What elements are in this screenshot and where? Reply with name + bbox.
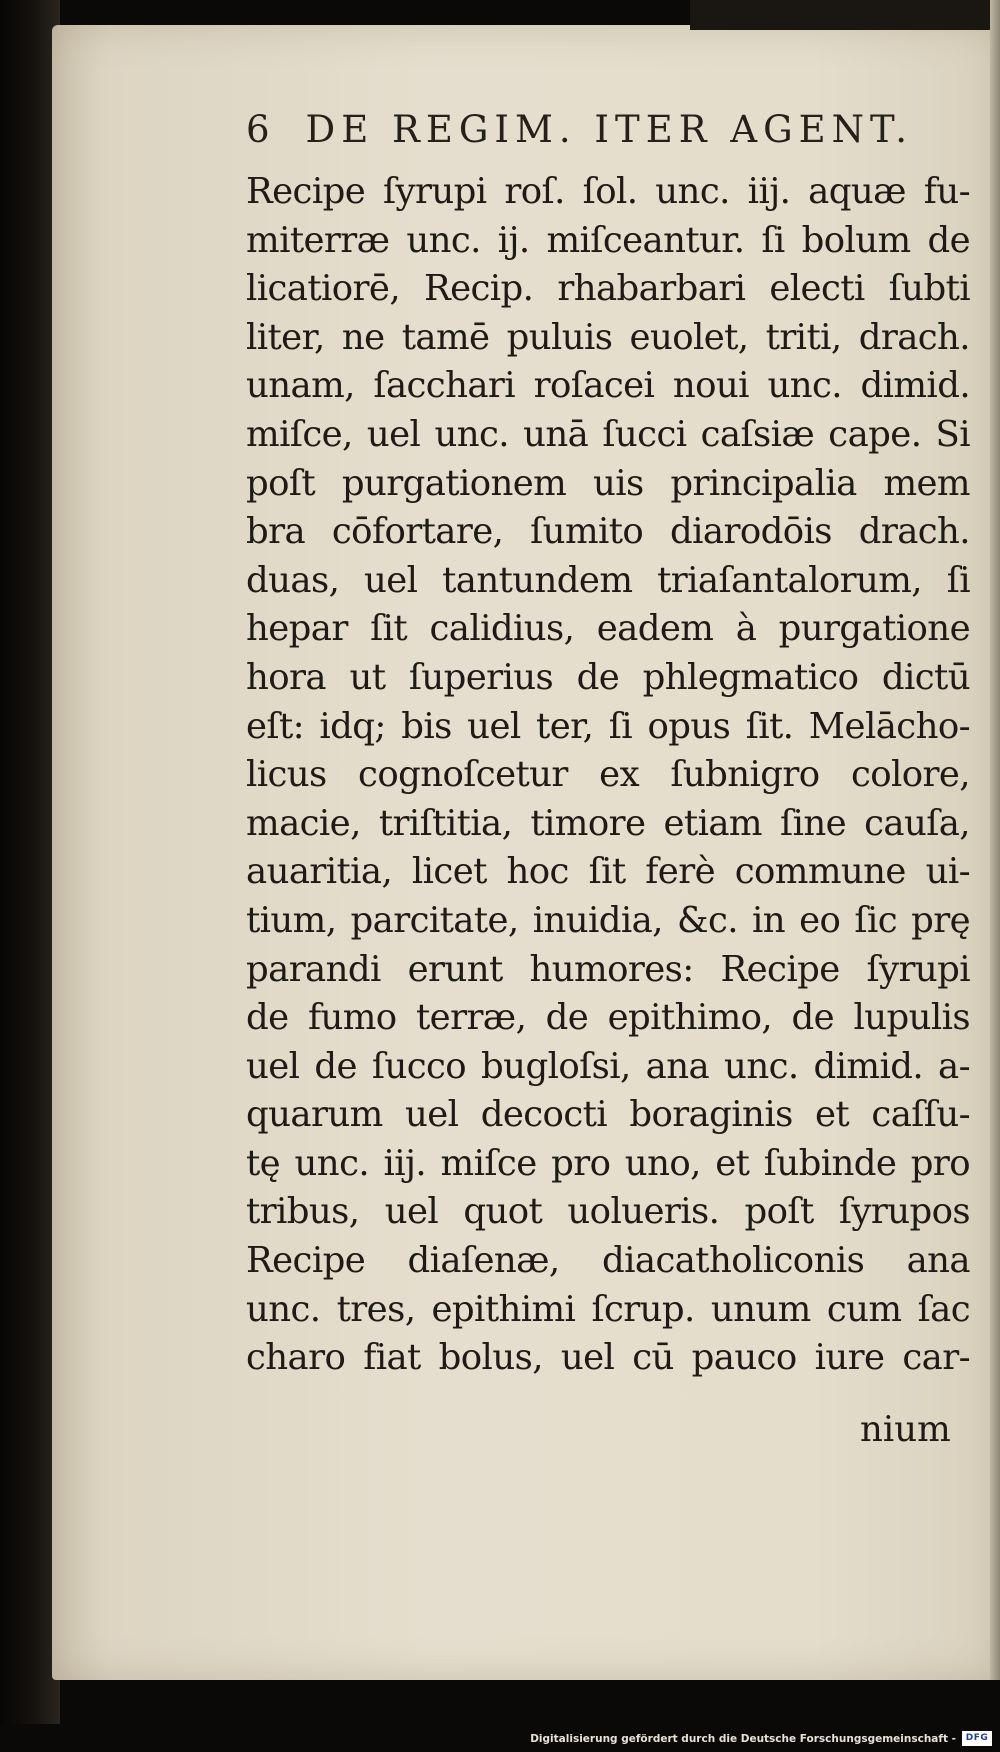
text-line: bra cōfortare, ſumito diarodōis drach. <box>246 511 970 553</box>
text-line: de fumo terræ, de epithimo, de lupulis <box>246 997 970 1039</box>
text-line: liter, ne tamē puluis euolet, triti, drach. <box>246 316 970 358</box>
text-line: licus cognoſcetur ex ſubnigro colore, <box>246 754 970 796</box>
catchword: nium <box>860 1409 951 1450</box>
text-line: unam, ſacchari roſacei noui unc. dimid. <box>246 365 970 407</box>
text-line: Recipe ſyrupi roſ. ſol. unc. iij. aquæ fu‐ <box>246 171 970 212</box>
text-line: poſt purgationem uis principalia mem <box>246 462 970 504</box>
binding-shadow <box>0 0 60 1752</box>
page-right-edge <box>990 0 1000 1680</box>
text-line: miſce, uel unc. unā ſucci caſsiæ cape. Si <box>246 413 970 455</box>
text-line: quarum uel decocti boraginis et caſſu‐ <box>246 1094 970 1136</box>
text-line: hora ut ſuperius de phlegmatico dictū <box>246 656 970 698</box>
text-line: duas, uel tantundem triaſantalorum, ſi <box>246 559 970 601</box>
text-line: tribus, uel quot uolueris. poſt ſyrupos <box>246 1191 970 1233</box>
text-line: auaritia, licet hoc ſit ferè commune ui‐ <box>246 851 970 893</box>
text-line: tium, parcitate, inuidia, &c. in eo ſic prę <box>246 899 970 941</box>
text-line: parandi erunt humores: Recipe ſyrupi <box>246 948 970 990</box>
text-line: miterræ unc. ij. miſceantur. ſi bolum de <box>246 219 970 261</box>
page-top-shadow <box>690 0 1000 30</box>
text-line: hepar ſit calidius, eadem à purgatione <box>246 608 970 650</box>
dfg-logo: DFG <box>962 1731 992 1746</box>
text-line: unc. tres, epithimi ſcrup. unum cum ſac <box>246 1288 970 1330</box>
running-header <box>246 108 946 151</box>
text-line: Recipe diaſenæ, diacatholiconis ana <box>246 1240 970 1282</box>
text-line: uel de ſucco bugloſsi, ana unc. dimid. a‐ <box>246 1045 970 1087</box>
page-number: 6 <box>246 108 270 151</box>
text-line: charo fiat bolus, uel cū pauco iure car‐ <box>246 1337 970 1379</box>
body-text <box>246 168 970 1383</box>
running-title: DE REGIM. ITER AGENT. <box>305 108 914 151</box>
text-line: tę unc. iij. miſce pro uno, et ſubinde pro <box>246 1142 970 1184</box>
digitization-credit: Digitalisierung gefördert durch die Deutsche Forschungsgemeinschaft - <box>530 1733 956 1745</box>
text-line: macie, triſtitia, timore etiam ſine cauſa, <box>246 802 970 844</box>
text-line: licatiorē, Recip. rhabarbari electi ſubti <box>246 268 970 310</box>
text-line: eſt: idq; bis uel ter, ſi opus ſit. Melācho‐ <box>246 705 970 747</box>
